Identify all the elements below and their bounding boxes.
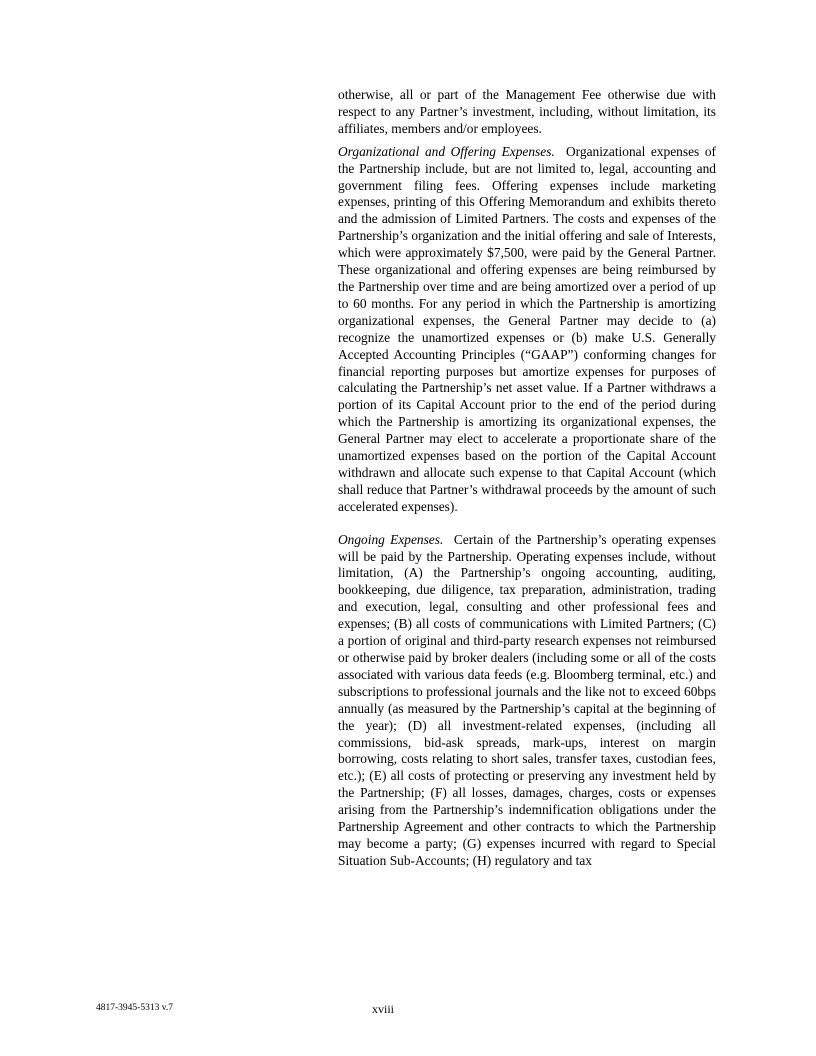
paragraph-heading: Ongoing Expenses. — [338, 531, 444, 547]
paragraph-text: Organizational expenses of the Partnership include, but are not limited to, legal, accounting and government filing fees. Offering expenses include marketing expenses, printing of this Offering Memorandum and exhibits thereto and the admission of Limited Partners. The costs and expenses of the Partnership’s organization and the initial offering and sale of Interests, which were approximately $7,500, were paid by the General Partner. These organizational and offering expenses are being reimbursed by the Partnership over time and are being amortized over a period of up to 60 months. For any period in which the Partnership is amortizing organizational expenses, the General Partner may decide to (a) recognize the unamortized expenses or (b) make U.S. Generally Accepted Accounting Principles (“GAAP”) conforming changes for financial reporting purposes but amortize expenses for purposes of calculating the Partnership’s net asset value. If a Partner withdraws a portion of its Capital Account prior to the end of the period during which the Partnership is amortizing its organizational expenses, the General Partner may elect to accelerate a proportionate share of the unamortized expenses based on the portion of the Capital Account withdrawn and allocate such expense to that Capital Account (which shall reduce that Partner’s withdrawal proceeds by the amount of such accelerated expenses). — [338, 143, 716, 514]
paragraph-management-fee — [338, 87, 716, 138]
paragraph-ongoing-expenses — [338, 532, 716, 870]
paragraph-text: Certain of the Partnership’s operating expenses will be paid by the Partnership. Operating expenses include, without limitation, (A) the Partnership’s ongoing accounting, auditing, bookkeeping, due diligence, tax preparation, administration, trading and execution, legal, consulting and other professional fees and expenses; (B) all costs of communications with Limited Partners; (C) a portion of original and third-party research expenses not reimbursed or otherwise paid by broker dealers (including some or all of the costs associated with various data feeds (e.g. Bloomberg terminal, etc.) and subscriptions to professional journals and the like not to exceed 60bps annually (as measured by the Partnership’s capital at the beginning of the year); (D) all investment-related expenses, (including all commissions, bid-ask spreads, mark-ups, interest on margin borrowing, costs relating to short sales, transfer taxes, custodian fees, etc.); (E) all costs of protecting or preserving any investment held by the Partnership; (F) all losses, damages, charges, costs or expenses arising from the Partnership’s indemnification obligations under the Partnership Agreement and other contracts to which the Partnership may become a party; (G) expenses incurred with regard to Special Situation Sub-Accounts; (H) regulatory and tax — [338, 531, 716, 868]
document-id: 4817-3945-5313 v.7 — [96, 1003, 173, 1013]
document-body — [338, 87, 716, 876]
paragraph-heading: Organizational and Offering Expenses. — [338, 143, 555, 159]
paragraph-organizational-expenses — [338, 144, 716, 516]
paragraph-text: otherwise, all or part of the Management Fee otherwise due with respect to any Partner’s investment, including, without limitation, its affiliates, members and/or employees. — [338, 87, 716, 136]
page-number: xviii — [372, 1002, 395, 1016]
